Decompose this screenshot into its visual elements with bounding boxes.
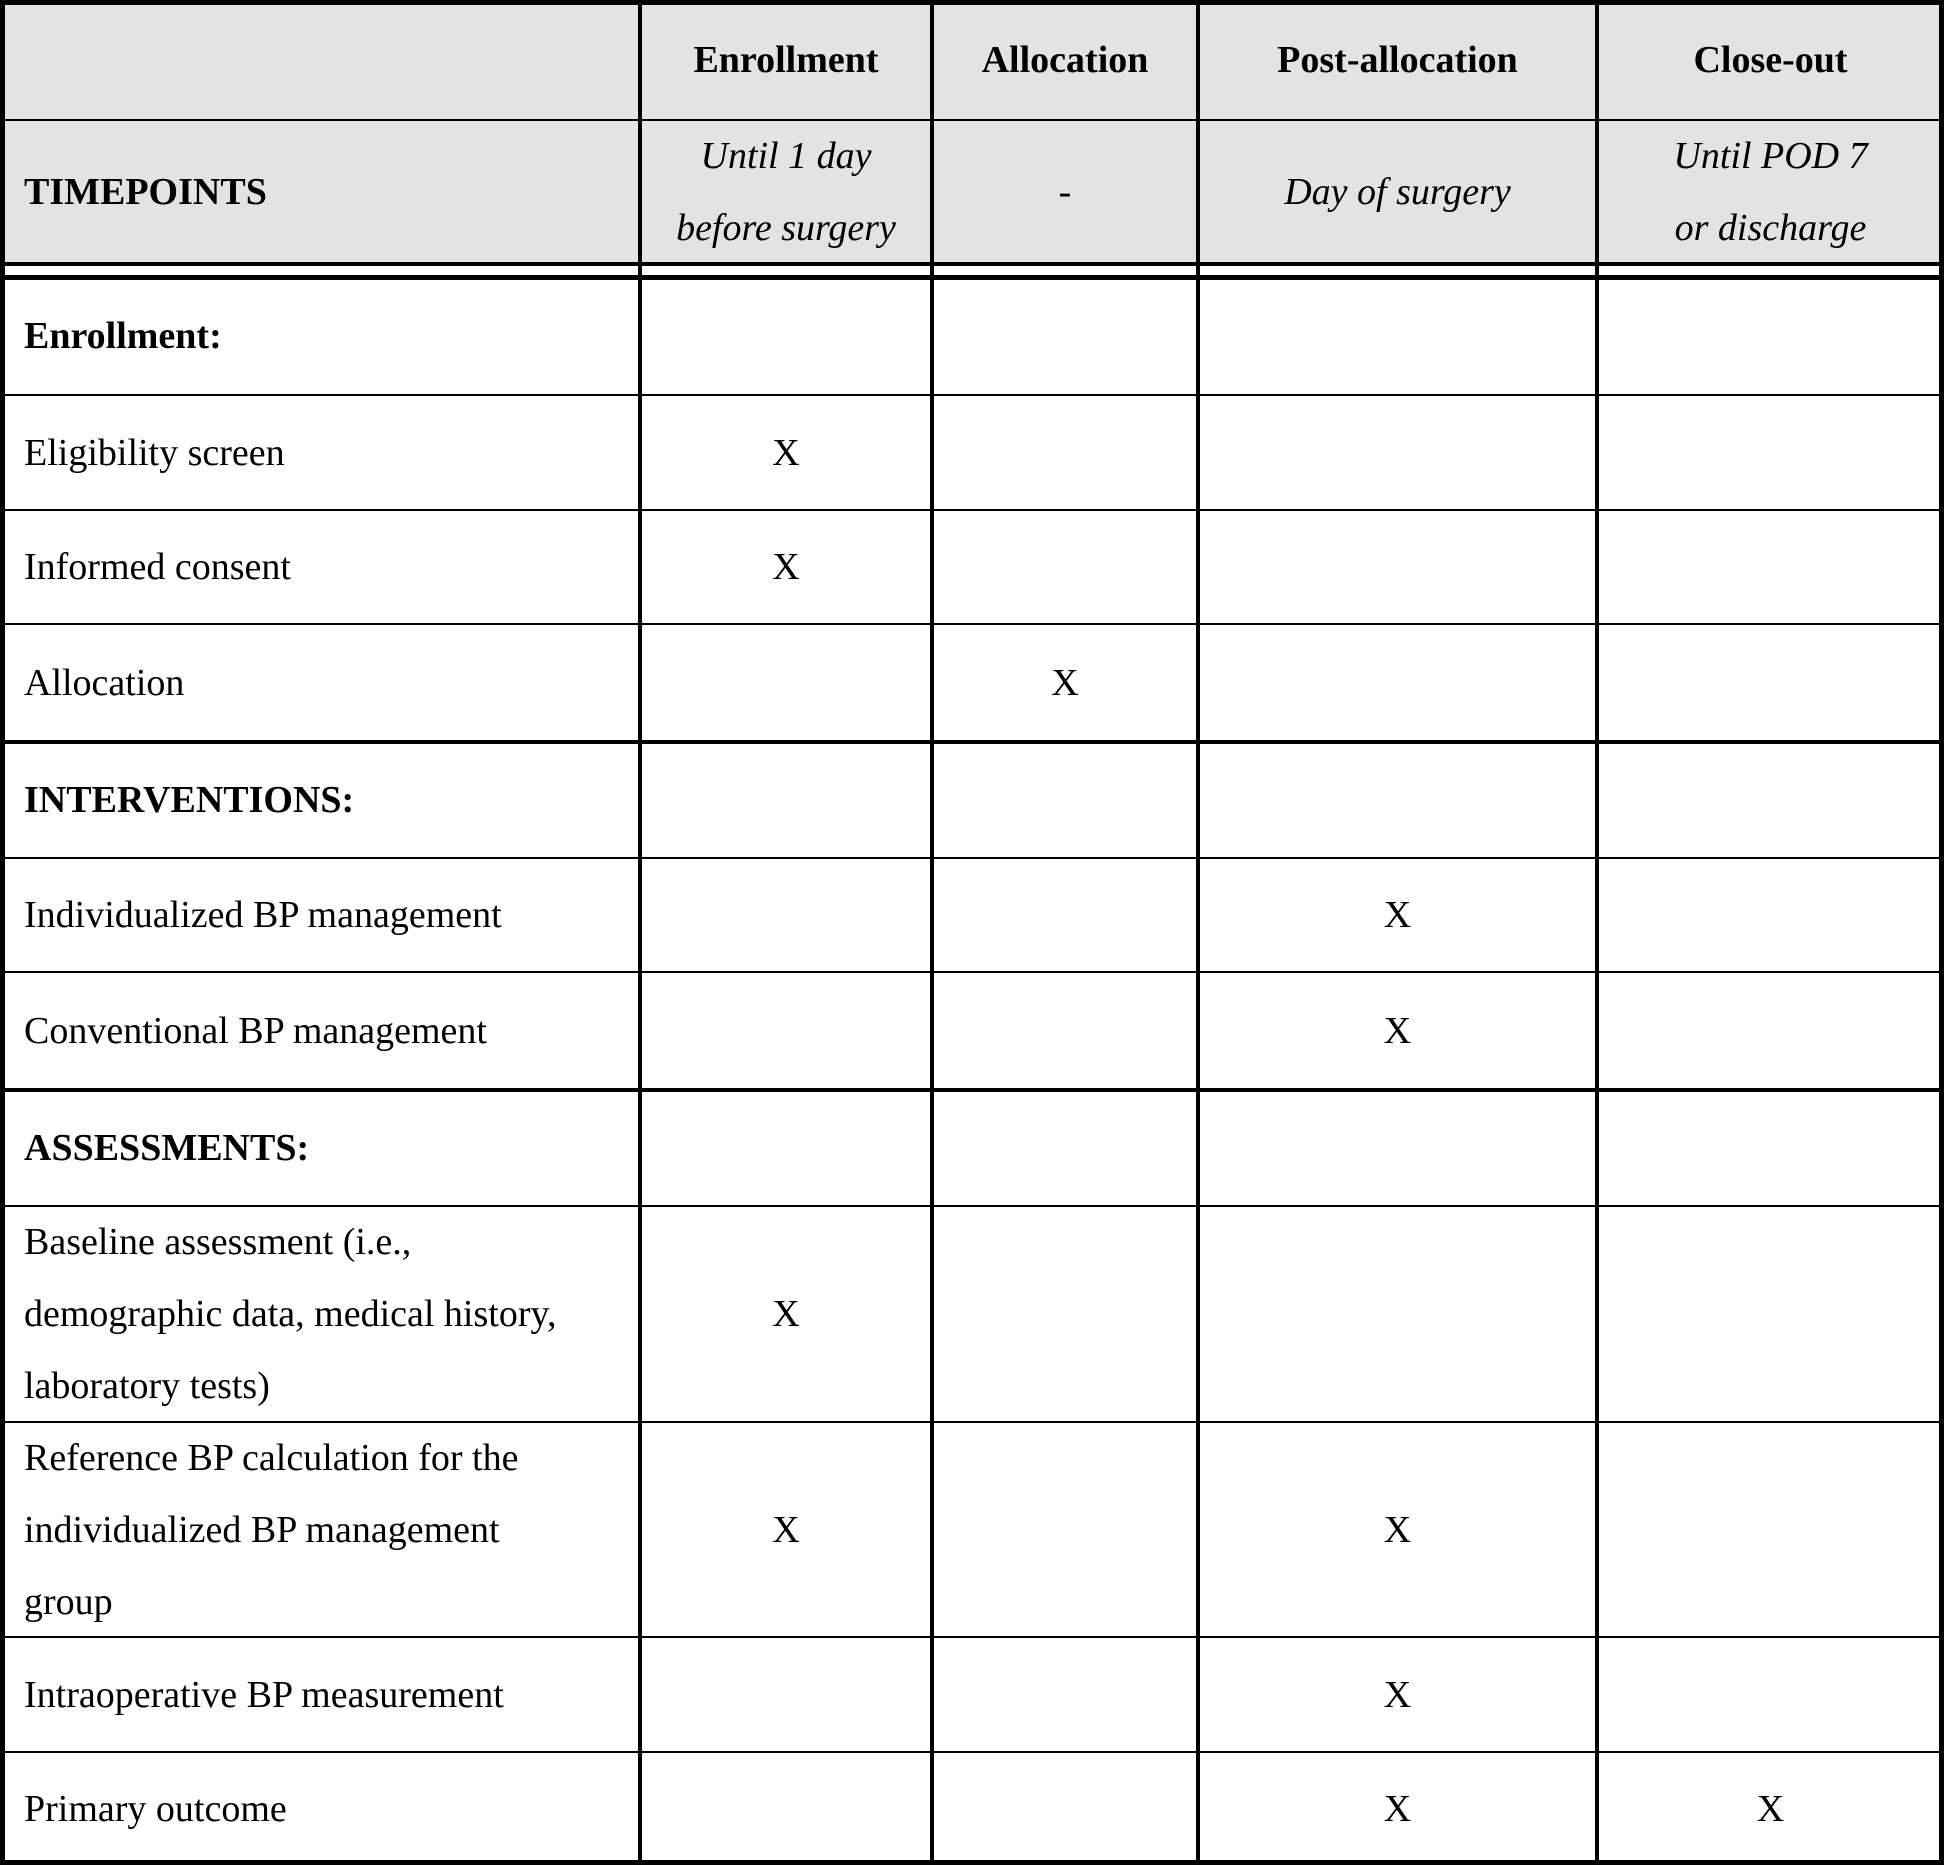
table-border-bottom [0, 1860, 1944, 1865]
schedule-mark [932, 1422, 1198, 1637]
schedule-mark: X [1756, 1787, 1785, 1830]
row-divider [0, 509, 1944, 511]
activity-label [0, 1206, 640, 1422]
schedule-mark: X [772, 431, 800, 474]
row-divider [0, 1421, 1944, 1423]
row-divider [0, 857, 1944, 859]
header-double-rule-top [0, 262, 1944, 266]
row-divider [0, 971, 1944, 973]
timepoint-text [1673, 120, 1867, 264]
schedule-mark: X [1383, 1673, 1412, 1716]
schedule-mark [932, 1637, 1198, 1752]
row-divider [0, 623, 1944, 625]
activity-text [24, 417, 285, 489]
schedule-mark [640, 1637, 932, 1752]
timepoint-line: Until POD 7 [1673, 135, 1868, 177]
schedule-mark [1597, 858, 1944, 972]
section-title: INTERVENTIONS: [24, 779, 355, 821]
header-double-rule-bottom [0, 275, 1944, 280]
header-row-divider [0, 119, 1944, 121]
schedule-mark [640, 1752, 932, 1865]
activity-label [0, 1752, 640, 1865]
activity-text [24, 1206, 557, 1422]
row-divider [0, 1205, 1944, 1207]
row-divider [0, 1636, 1944, 1638]
row-divider [0, 1751, 1944, 1753]
column-header-allocation: Allocation [981, 39, 1149, 81]
schedule-mark [1597, 1422, 1944, 1637]
activity-label [0, 395, 640, 510]
schedule-mark [1198, 624, 1597, 742]
activity-line: laboratory tests) [24, 1365, 270, 1407]
timepoint-text [1059, 156, 1072, 228]
schedule-mark: X [772, 1293, 800, 1335]
schedule-mark [932, 972, 1198, 1090]
activity-line: Intraoperative BP measurement [24, 1673, 504, 1716]
activity-label [0, 858, 640, 972]
activity-label [0, 972, 640, 1090]
activity-line: Eligibility screen [24, 431, 285, 474]
activity-line: Conventional BP management [24, 1010, 487, 1052]
schedule-mark [1198, 1206, 1597, 1422]
schedule-mark: X [1383, 894, 1412, 936]
timepoint-text [676, 120, 896, 264]
timepoint-value [640, 120, 932, 264]
schedule-mark [640, 972, 932, 1090]
activity-line: Allocation [24, 662, 185, 704]
schedule-mark [1198, 510, 1597, 624]
schedule-mark [932, 395, 1198, 510]
schedule-mark [1597, 624, 1944, 742]
section-title: ASSESSMENTS: [24, 1127, 310, 1169]
schedule-mark [932, 1206, 1198, 1422]
activity-label [0, 624, 640, 742]
timepoint-line: Until 1 day [700, 135, 872, 177]
activity-label [0, 1422, 640, 1637]
activity-line: Individualized BP management [24, 894, 502, 936]
schedule-mark [932, 858, 1198, 972]
activity-text [24, 647, 184, 719]
timepoints-label: TIMEPOINTS [24, 171, 267, 213]
table-border-top [0, 0, 1944, 5]
activity-label [0, 510, 640, 624]
timepoint-line: before surgery [676, 207, 896, 249]
schedule-mark [932, 510, 1198, 624]
row-divider [0, 394, 1944, 396]
column-header-post-allocation: Post-allocation [1277, 39, 1518, 81]
schedule-mark: X [772, 546, 800, 588]
section-divider [0, 740, 1944, 744]
activity-label [0, 1637, 640, 1752]
activity-line: Primary outcome [24, 1787, 287, 1830]
timepoint-line: Day of surgery [1284, 171, 1511, 213]
schedule-mark [640, 624, 932, 742]
schedule-mark: X [1383, 1508, 1412, 1551]
section-title: Enrollment: [24, 315, 222, 357]
activity-text [24, 995, 487, 1067]
timepoint-line: or discharge [1674, 207, 1867, 249]
section-divider [0, 1088, 1944, 1092]
activity-line: demographic data, medical history, [24, 1293, 557, 1335]
timepoint-value [1597, 120, 1944, 264]
schedule-mark: X [1051, 662, 1079, 704]
activity-line: individualized BP management [24, 1508, 500, 1551]
schedule-mark: X [1383, 1787, 1412, 1830]
column-header-enrollment: Enrollment [693, 39, 879, 81]
activity-text [24, 1773, 287, 1845]
activity-text [24, 1659, 504, 1731]
schedule-mark [1597, 972, 1944, 1090]
schedule-mark [932, 1752, 1198, 1865]
activity-line: group [24, 1580, 113, 1623]
schedule-mark [1597, 395, 1944, 510]
schedule-mark [1597, 1637, 1944, 1752]
schedule-mark [1597, 510, 1944, 624]
activity-text [24, 879, 502, 951]
activity-text [24, 531, 291, 603]
schedule-mark [1198, 395, 1597, 510]
schedule-mark: X [1383, 1010, 1412, 1052]
activity-line: Informed consent [24, 546, 291, 588]
column-header-close-out: Close-out [1693, 39, 1848, 81]
timepoint-value [932, 120, 1198, 264]
activity-text [24, 1422, 518, 1638]
schedule-mark: X [772, 1508, 800, 1551]
timepoint-text [1284, 156, 1511, 228]
schedule-mark [1597, 1206, 1944, 1422]
timepoint-value [1198, 120, 1597, 264]
schedule-mark [640, 858, 932, 972]
activity-line: Reference BP calculation for the [24, 1436, 519, 1479]
timepoint-line: - [1058, 171, 1072, 213]
activity-line: Baseline assessment (i.e., [24, 1221, 412, 1263]
